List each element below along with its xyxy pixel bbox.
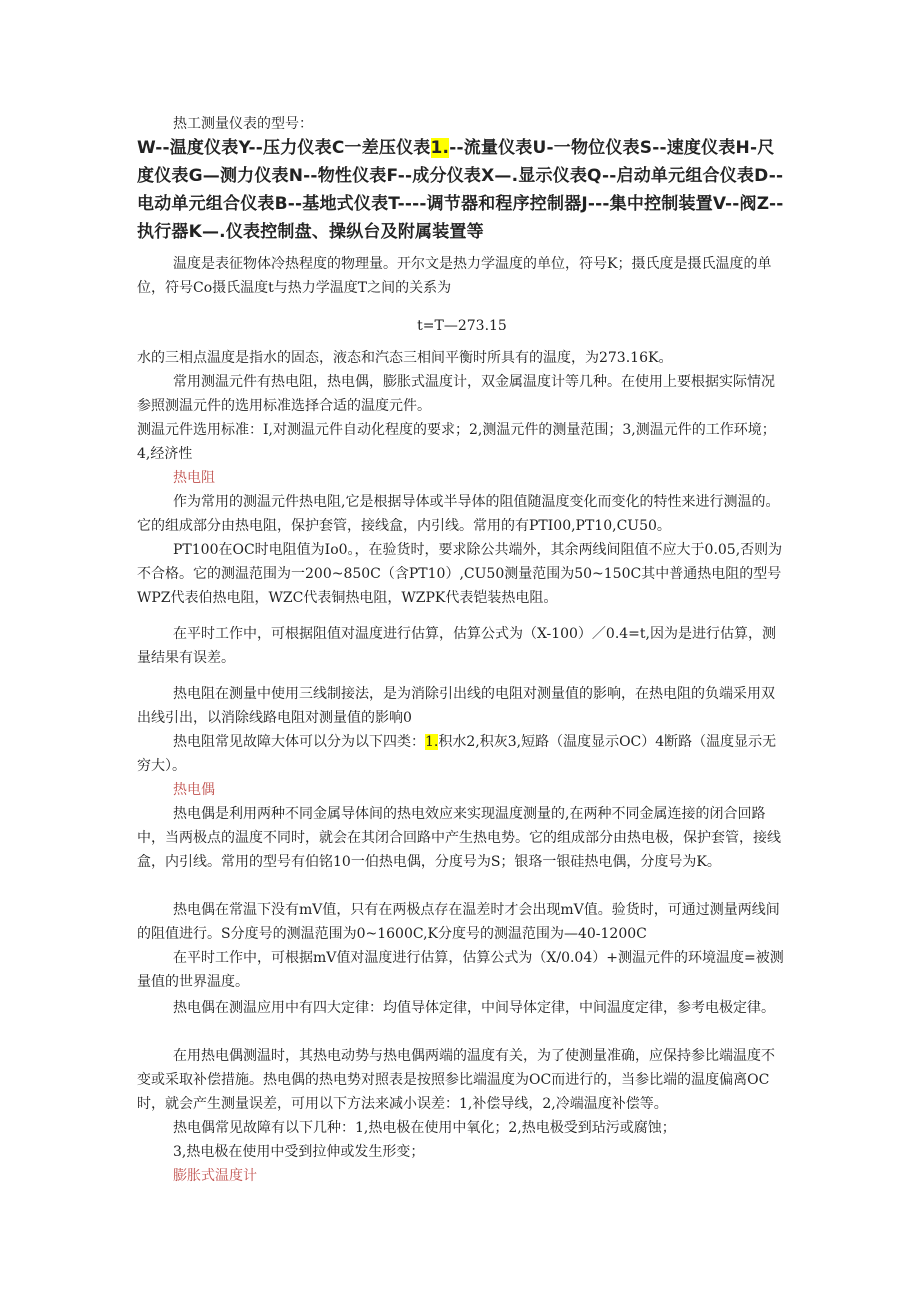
rtd-faults-text-a: 热电阻常见故障大体可以分为以下四类： <box>173 734 425 750</box>
thermocouple-paragraph-1: 热电偶是利用两种不同金属导体间的热电效应来实现温度测量的,在两种不同金属连接的闭合回路中，当两极点的温度不同时，就会在其闭合回路中产生热电势。它的组成部分由热电极，保护套管，接线盒，内引线。常用的型号有伯铭10一伯热电偶，分度号为S；银珞一银硅热电偶，分度号为K。 <box>137 806 781 870</box>
rtd-faults-text-b: 积水2,积灰3,短路（温度显示OC）4断路（温度显示无穷大）。 <box>137 734 777 774</box>
thermocouple-heading: 热电偶 <box>173 782 215 798</box>
rtd-paragraph-2: PT100在OC时电阻值为Io0。，在验货时，要求除公共端外，其余两线间阻值不应大于0.05,否则为不合格。它的测温范围为一200~850C（含PT10）,CU50测量范围为50~150C其中普通热电阻的型号WPZ代表伯热电阻，WZC代表铜热电阻，WZPK代表铠装热电阻。 <box>137 542 783 606</box>
instrument-types-list <box>137 134 787 246</box>
types-text-a: W--温度仪表Y--压力仪表C一差压仪表 <box>137 138 431 158</box>
rtd-paragraph-1: 作为常用的测温元件热电阻,它是根据导体或半导体的阻值随温度变化而变化的特性来进行测温的。它的组成部分由热电阻，保护套管，接线盒，内引线。常用的有PTI00,PT10,CU50。 <box>137 494 780 534</box>
thermocouple-paragraph-3: 在平时工作中，可根据mV值对温度进行估算，估算公式为（X/0.04）+测温元件的环境温度=被测量值的世界温度。 <box>137 950 784 990</box>
rtd-heading: 热电阻 <box>173 470 215 486</box>
thermocouple-faults-line-1: 热电偶常见故障有以下几种：1,热电极在使用中氧化；2,热电极受到玷污或腐蚀； <box>173 1120 676 1136</box>
highlight-mark: 1. <box>425 734 439 750</box>
rtd-paragraph-5 <box>137 730 787 778</box>
rtd-paragraph-3: 在平时工作中，可根据阻值对温度进行估算，估算公式为（X-100）／0.4=t,因为是进行估算，测量结果有误差。 <box>137 626 776 666</box>
temperature-definition: 温度是表征物体冷热程度的物理量。开尔文是热力学温度的单位，符号K；摄氏度是摄氏温度的单位，符号Co摄氏温度t与热力学温度T之间的关系为 <box>137 256 772 296</box>
thermocouple-paragraph-2: 热电偶在常温下没有mV值，只有在两极点存在温差时才会出现mV值。验货时，可通过测量两线间的阻值进行。S分度号的测温范围为0~1600C,K分度号的测温范围为—40-1200C <box>137 902 780 942</box>
expansion-thermometer-heading: 膨胀式温度计 <box>173 1168 257 1184</box>
common-elements-paragraph: 常用测温元件有热电阻，热电偶，膨胀式温度计，双金属温度计等几种。在使用上要根据实际情况参照测温元件的选用标准选择合适的温度元件。 <box>137 374 775 414</box>
thermocouple-faults-line-2: 3,热电极在使用中受到拉伸或发生形变； <box>173 1144 425 1160</box>
temperature-formula: t=T—273.15 <box>417 318 507 334</box>
thermocouple-paragraph-4: 热电偶在测温应用中有四大定律：均值导体定律，中间导体定律，中间温度定律，参考电极定律。 <box>173 1000 775 1016</box>
selection-standard-paragraph: 测温元件选用标准：I,对测温元件自动化程度的要求；2,测温元件的测量范围；3,测温元件的工作环境；4,经济性 <box>137 422 776 462</box>
rtd-paragraph-4: 热电阻在测量中使用三线制接法，是为消除引出线的电阻对测量值的影响，在热电阻的负端采用双出线引出，以消除线路电阻对测量值的影响0 <box>137 686 775 726</box>
types-text-b: --流量仪表U-一物位仪表S--速度仪表H-尺度仪表G—测力仪表N--物性仪表F--成分仪表X—.显示仪表Q--启动单元组合仪表D--电动单元组合仪表B--基地式仪表T----调节器和程序控制器J---集中控制装置V--阀Z--执行器K—.仪表控制盘、操纵台及附属装置等 <box>137 138 784 242</box>
thermocouple-paragraph-5: 在用热电偶测温时，其热电动势与热电偶两端的温度有关，为了使测量准确，应保持参比端温度不变或采取补偿措施。热电偶的热电势对照表是按照参比端温度为OC而进行的，当参比端的温度偏离OC时，就会产生测量误差，可用以下方法来减小误差：1,补偿导线，2,冷端温度补偿等。 <box>137 1048 775 1112</box>
instrument-types-title: 热工测量仪表的型号： <box>173 116 313 132</box>
highlight-mark: 1. <box>430 138 450 158</box>
triple-point-paragraph: 水的三相点温度是指水的固态，液态和汽态三相间平衡时所具有的温度，为273.16K。 <box>137 350 673 366</box>
